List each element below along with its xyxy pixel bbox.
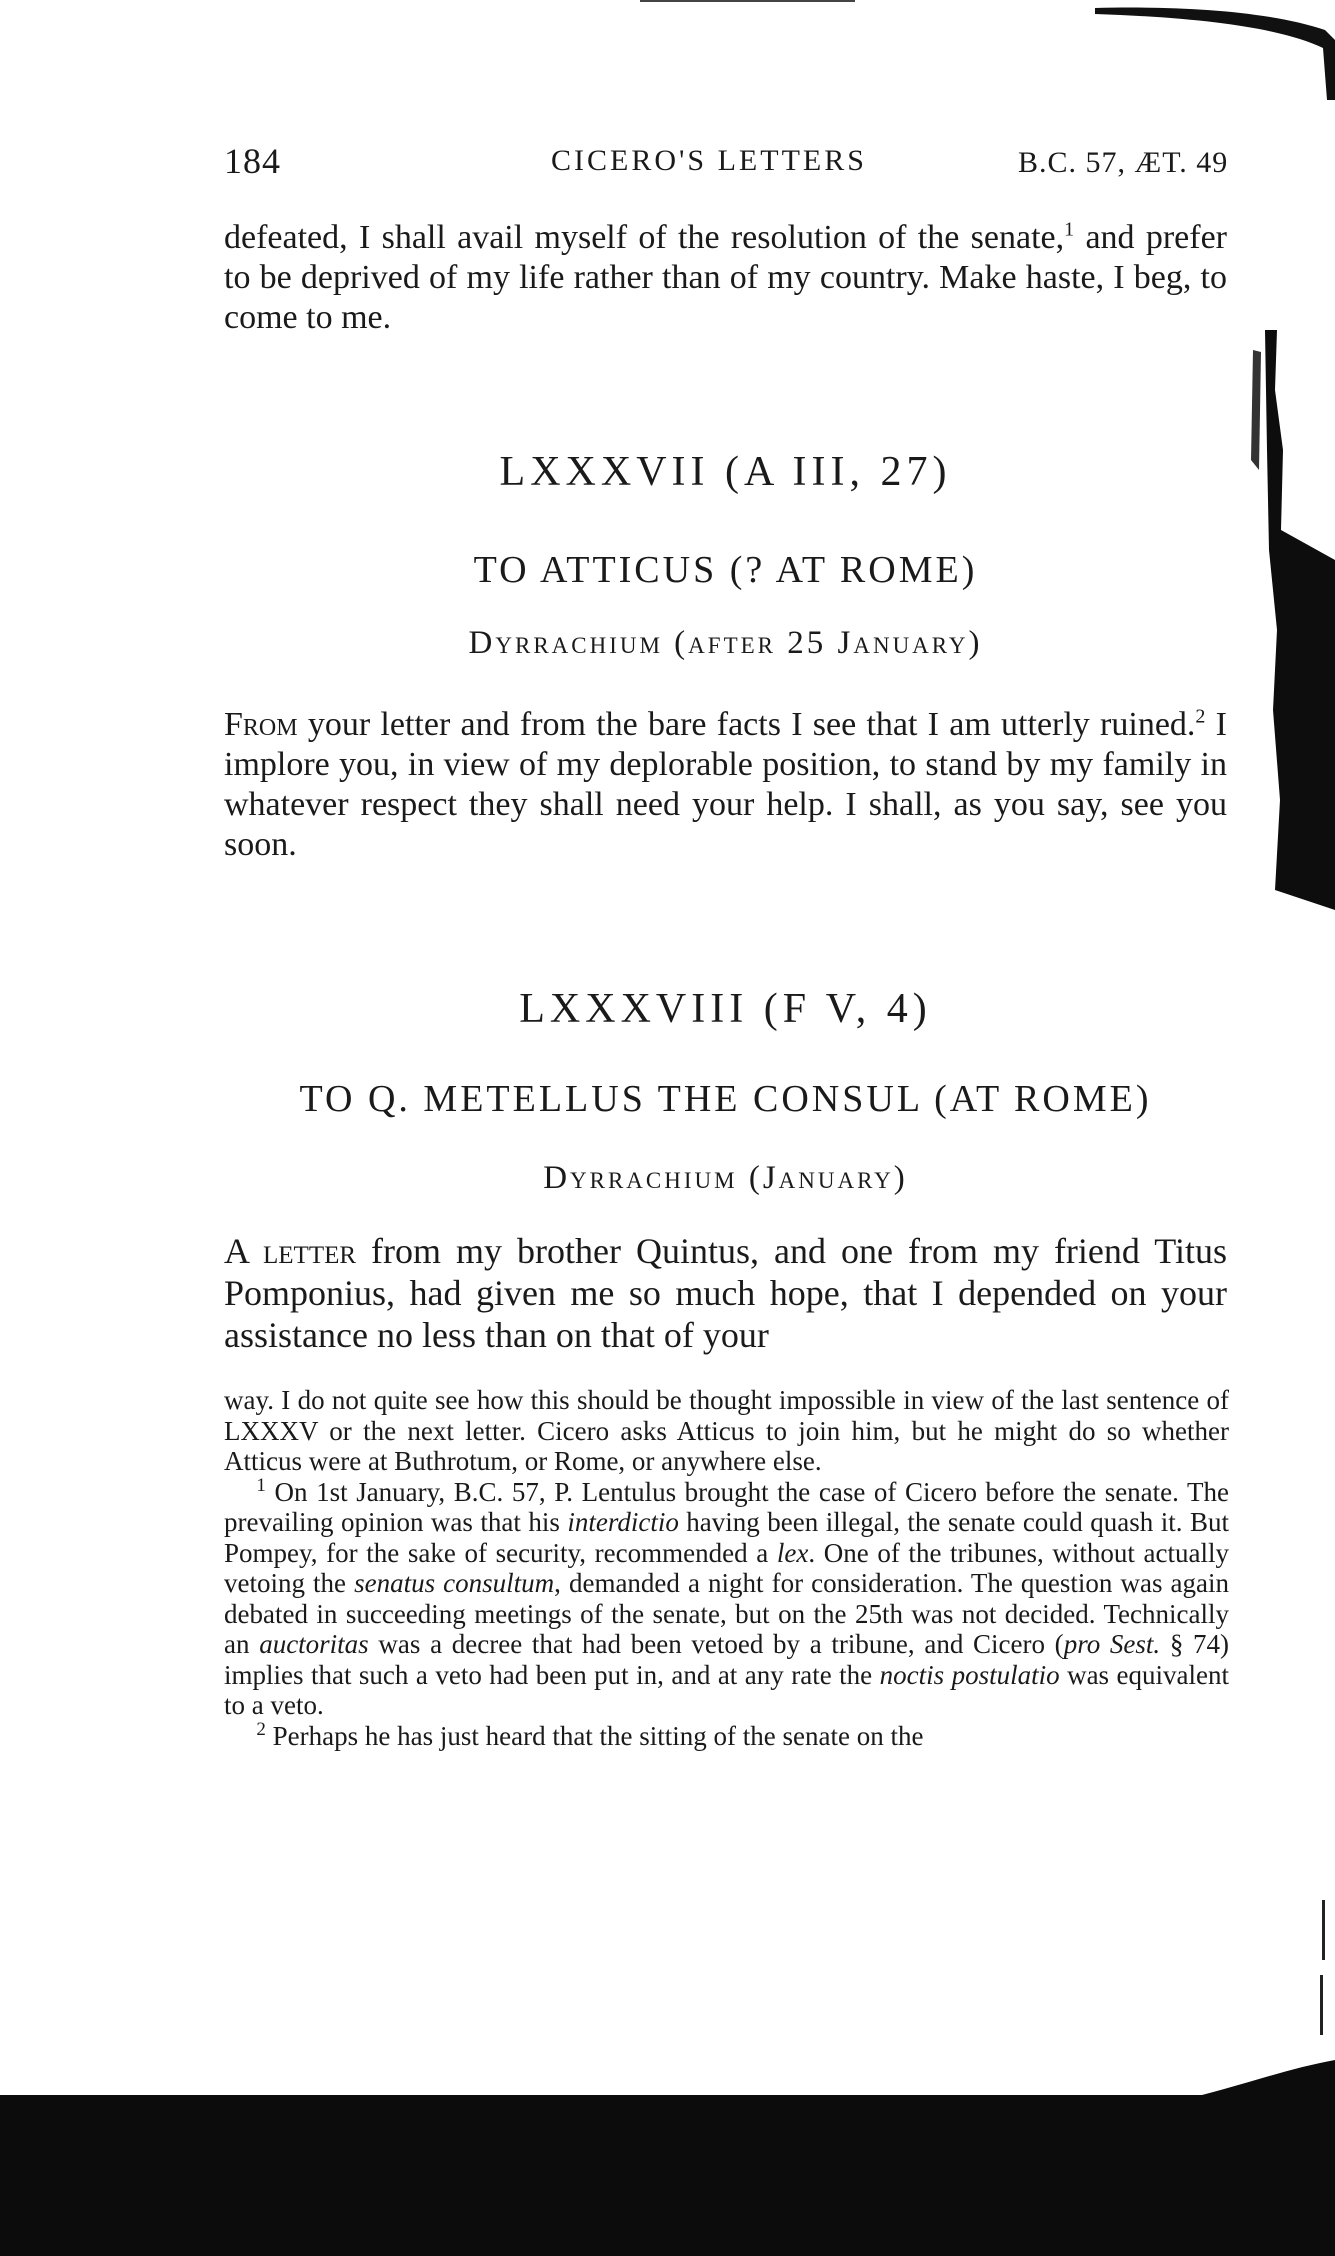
footnote-text: On 1st January, — [265, 1476, 454, 1507]
paragraph-text: your letter and from the bare facts I see that I am utterly ruined. — [297, 706, 1196, 743]
footnote-italic: senatus consultum — [354, 1568, 555, 1598]
footnote-italic: auctoritas — [259, 1629, 369, 1659]
paragraph-text: defeated, I shall avail myself of the resolution of the senate, — [224, 219, 1065, 256]
footnote-italic: interdictio — [567, 1507, 679, 1537]
margin-mark — [1322, 1900, 1325, 1960]
letter-place-date: Dyrrachium (January) — [543, 1160, 908, 1196]
footnote-marker: 2 — [256, 1718, 266, 1740]
page-number: 184 — [224, 141, 281, 181]
letter-recipient-heading: TO Q. METELLUS THE CONSUL (AT ROME) — [299, 1078, 1152, 1120]
running-title: CICERO'S LETTERS — [551, 144, 867, 177]
paragraph-text: I implore you, in view of my deplorable position, to stand by my family in whatever respect they shall need your help. I shall, as you say, see you soon. — [224, 706, 1227, 863]
footnote-1 — [224, 1474, 1230, 1721]
paragraph-text: and prefer to be deprived of my life rather than of my country. Make haste, I beg, to come to me. — [224, 219, 1227, 336]
footnote-italic: lex — [776, 1537, 809, 1568]
footnotes — [224, 1385, 1229, 1751]
footnote-2 — [224, 1718, 1229, 1752]
letter-body — [224, 705, 1227, 865]
footnote-italic: noctis postulatio — [879, 1659, 1060, 1690]
footnote-text: B.C. — [453, 1476, 504, 1507]
footnote-italic: pro Sest. — [1063, 1629, 1161, 1659]
footnote-ref: 2 — [1195, 705, 1206, 728]
letter-number-heading: LXXXVII (A III, 27) — [499, 449, 952, 495]
letter-recipient-heading: TO ATTICUS (? AT ROME) — [473, 549, 978, 591]
footnote-text: having been illegal, the senate could quash it. But Pompey, for the sake of security, recommended a — [224, 1507, 1229, 1568]
letter-place-date: Dyrrachium (after 25 January) — [468, 625, 983, 661]
footnote-text: Perhaps he has just heard that the sitting of the senate on the — [265, 1720, 924, 1751]
scan-bottom-shadow — [0, 2095, 1335, 2256]
opening-word: A letter — [224, 1231, 357, 1271]
continuation-paragraph — [224, 218, 1227, 338]
opening-word: From — [224, 706, 298, 743]
running-header — [224, 140, 1232, 200]
footnote-text: . One of the tribunes, without actually vetoing the — [224, 1537, 1230, 1598]
letter-number-heading: LXXXVIII (F V, 4) — [519, 986, 932, 1032]
footnote-marker: 1 — [256, 1474, 266, 1496]
footnote-text: was a decree that had been vetoed by a tribune, and Cicero ( — [368, 1629, 1064, 1659]
margin-mark — [1320, 1975, 1323, 2035]
letter-body — [224, 1230, 1227, 1356]
scan-corner-shadow — [1095, 0, 1335, 100]
footnote-carryover: way. I do not quite see how this should be thought impossible in view of the last sentence of LXXXV or the next letter. Cicero asks Atticus to join him, but he might do so whether Atticus were at Buthrotum, or Rome, or anywhere else. — [224, 1385, 1229, 1476]
scan-top-rule — [640, 0, 855, 2]
paragraph-text: from my brother Quintus, and one from my friend Titus Pomponius, had given me so much hope, that I depended on your assistance no less than on that of your — [224, 1231, 1227, 1355]
footnote-text: was equivalent to a veto. — [224, 1659, 1229, 1720]
running-date: B.C. 57, ÆT. 49 — [1018, 146, 1229, 179]
footnote-text: 57, P. Lentulus brought the case of Cicero before the senate. The prevailing opinion was that his — [224, 1476, 1229, 1537]
footnote-ref: 1 — [1064, 218, 1075, 241]
footnote-text: § 74) implies that such a veto had been put in, and at any rate the — [224, 1629, 1230, 1690]
footnote-text: , demanded a night for consideration. The question was again debated in succeeding meetings of the senate, but on the 25th was not decided. Technically an — [224, 1568, 1229, 1659]
